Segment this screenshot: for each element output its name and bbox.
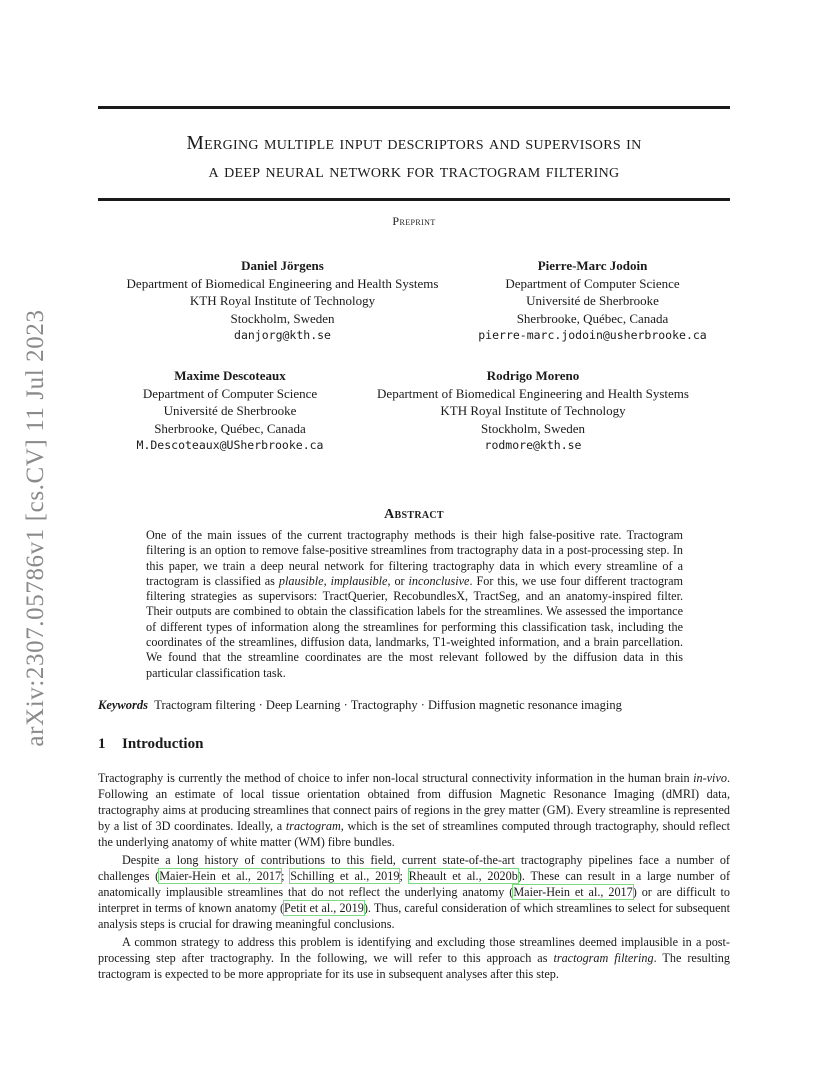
author-name: Pierre-Marc Jodoin bbox=[537, 258, 648, 273]
title-rule-top bbox=[98, 106, 730, 109]
paragraph-emphasis: tractogram bbox=[285, 819, 341, 834]
paragraph-text: ) or are difficult to interpret in terms of known anatomy ( bbox=[98, 885, 730, 916]
abstract-emphasis: plausible, implausible bbox=[278, 573, 388, 588]
author-affiliation: Department of Biomedical Engineering and Health Systems bbox=[377, 385, 689, 401]
paper-title bbox=[98, 130, 730, 186]
paragraph-text: ; bbox=[281, 869, 291, 884]
citation-link[interactable]: Rheault et al., 2020b bbox=[408, 869, 518, 884]
paragraph-text: Despite a long history of contributions to this field, current state-of-the-art tractography pipelines face a number of challenges ( bbox=[98, 853, 730, 884]
author-block-3 bbox=[120, 367, 340, 455]
paragraph-emphasis: tractogram filtering bbox=[553, 951, 654, 966]
citation-link[interactable]: Petit et al., 2019 bbox=[284, 901, 364, 916]
keywords-label: Keywords bbox=[98, 698, 148, 712]
author-affiliation: Department of Computer Science bbox=[505, 275, 680, 291]
author-institution: KTH Royal Institute of Technology bbox=[189, 293, 376, 308]
abstract-body bbox=[146, 528, 683, 681]
title-line-1: Merging multiple input descriptors and supervisors in bbox=[186, 133, 642, 154]
author-block-4 bbox=[358, 367, 708, 455]
section-heading bbox=[98, 736, 730, 753]
paragraph-text: ). Thus, careful consideration of which streamlines to select for subsequent analysis steps is crucial for drawing meaningful conclusions. bbox=[98, 901, 730, 932]
paragraph-text: , which is the set of streamlines computed through tractography, should reflect the underlying anatomy of white matter (WM) fibre bundles. bbox=[98, 819, 730, 850]
abstract-text: One of the main issues of the current tractography methods is their high false-positive rate. Tractogram filtering is an option to remove false-positive streamlines from tractography data in a post-processing step. In this paper, we train a deep neural network for filtering tractography data in which every streamline of a tractogram is classified as bbox=[146, 528, 683, 588]
author-location: Stockholm, Sweden bbox=[481, 420, 585, 436]
author-name: Daniel Jörgens bbox=[241, 258, 324, 273]
author-name: Maxime Descoteaux bbox=[174, 368, 286, 383]
paragraph-text: ; bbox=[399, 869, 409, 884]
paragraph-text: A common strategy to address this problem is identifying and excluding those streamlines deemed implausible in a post-processing step after tractography. In the following, we will refer to this approach as bbox=[98, 935, 730, 966]
section-title: Introduction bbox=[122, 736, 204, 752]
paragraph-2 bbox=[98, 852, 730, 932]
keywords-text: Tractogram filtering · Deep Learning · Tractography · Diffusion magnetic resonance imaging bbox=[154, 698, 622, 712]
abstract-text: , or bbox=[387, 573, 409, 588]
author-block-2 bbox=[465, 257, 720, 345]
paragraph-emphasis: in-vivo bbox=[693, 771, 727, 785]
author-email: M.Descoteaux@USherbrooke.ca bbox=[136, 438, 324, 452]
author-location: Sherbrooke, Québec, Canada bbox=[516, 310, 669, 326]
author-affiliation: Department of Biomedical Engineering and Health Systems bbox=[126, 275, 439, 291]
title-rule-bottom bbox=[98, 198, 730, 201]
paragraph-1 bbox=[98, 770, 730, 850]
author-name: Rodrigo Moreno bbox=[486, 368, 580, 383]
author-email: pierre-marc.jodoin@usherbrooke.ca bbox=[478, 328, 707, 342]
paragraph-text: . The resulting tractogram is expected to be more appropriate for its use in subsequent analyses after this step. bbox=[98, 951, 730, 982]
citation-link[interactable]: Maier-Hein et al., 2017 bbox=[159, 869, 282, 884]
author-institution: Université de Sherbrooke bbox=[526, 293, 659, 308]
paragraph-3 bbox=[98, 934, 730, 982]
abstract-heading: Abstract bbox=[384, 507, 444, 522]
author-email: rodmore@kth.se bbox=[484, 438, 582, 452]
author-location: Stockholm, Sweden bbox=[230, 310, 335, 326]
abstract-text: . For this, we use four different tractogram filtering strategies as supervisors: TractQuerier, RecobundlesX, TractSeg, and an anatomy-inspired filter. Their outputs are combined to obtain the classification labels for the streamlines. We assessed the importance of different types of information along the streamlines for performing this classification task, including the coordinates of the streamlines, diffusion data, landmarks, T1-weighted information, and a brain parcellation. We found that the streamline coordinates are the most relevant followed by the diffusion data in this particular classification task. bbox=[146, 573, 684, 680]
keywords bbox=[98, 697, 730, 713]
section-number: 1 bbox=[98, 736, 106, 752]
author-affiliation: Department of Computer Science bbox=[142, 385, 318, 401]
preprint-label: Preprint bbox=[392, 214, 436, 228]
paragraph-text: Tractography is currently the method of choice to infer non-local structural connectivity information in the human brain bbox=[98, 771, 694, 785]
title-line-2: a deep neural network for tractogram filtering bbox=[208, 161, 620, 182]
paragraph-text: . Following an estimate of local tissue orientation obtained from diffusion Magnetic Resonance Imaging (dMRI) data, tractography aims at producing streamlines that connect pairs of regions in the grey matter (GM). Every streamline is represented by a list of 3D coordinates. Ideally, a bbox=[98, 771, 730, 834]
author-email: danjorg@kth.se bbox=[234, 328, 331, 342]
citation-link[interactable]: Maier-Hein et al., 2017 bbox=[513, 885, 633, 900]
citation-link[interactable]: Schilling et al., 2019 bbox=[290, 869, 400, 884]
abstract-emphasis: inconclusive bbox=[408, 573, 470, 588]
author-block-1 bbox=[110, 257, 455, 345]
arxiv-identifier: arXiv:2307.05786v1 [cs.CV] 11 Jul 2023 bbox=[22, 309, 49, 747]
author-location: Sherbrooke, Québec, Canada bbox=[154, 420, 306, 436]
author-institution: Université de Sherbrooke bbox=[163, 403, 297, 418]
paragraph-text: ). These can result in a large number of anatomically implausible streamlines that do not reflect the underlying anatomy ( bbox=[98, 869, 731, 900]
author-institution: KTH Royal Institute of Technology bbox=[440, 403, 626, 418]
